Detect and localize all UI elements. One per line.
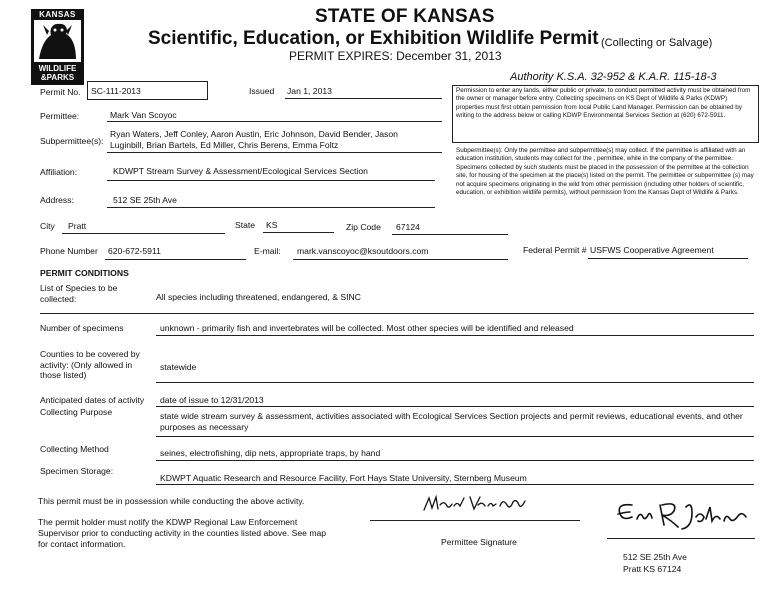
office-address-line2: Pratt KS 67124 <box>623 564 682 574</box>
federal-permit-value: USFWS Cooperative Agreement <box>590 245 714 255</box>
dates-value: date of issue to 12/31/2013 <box>160 395 264 405</box>
possession-notice: This permit must be in possession while conducting the above activity. <box>38 496 305 506</box>
storage-value: KDWPT Aquatic Research and Resource Facility, Fort Hays State University, Sternberg Museum <box>160 473 527 483</box>
method-label: Collecting Method <box>40 444 109 454</box>
number-value: unknown - primarily fish and invertebrates will be collected. Most other species will be identified and released <box>160 323 574 333</box>
dates-label: Anticipated dates of activity <box>40 395 145 405</box>
office-address-line1: 512 SE 25th Ave <box>623 552 687 562</box>
permittee-signature-label: Permittee Signature <box>441 537 517 547</box>
permittee-value: Mark Van Scoyoc <box>110 110 177 120</box>
state-label: State <box>235 220 256 230</box>
phone-label: Phone Number <box>40 246 98 256</box>
director-signature <box>612 497 752 535</box>
affiliation-label: Affiliation: <box>40 167 78 177</box>
authority-citation: Authority K.S.A. 32-952 & K.A.R. 115-18-3 <box>510 71 717 83</box>
email-value: mark.vanscoyoc@ksoutdoors.com <box>297 246 429 256</box>
purpose-value: state wide stream survey & assessment, activities associated with Ecological Services Section projects and permit reviews, educational events, and other purposes as necessary <box>160 411 743 432</box>
permit-title: Scientific, Education, or Exhibition Wildlife Permit <box>148 28 599 49</box>
subpermittees-value: Ryan Waters, Jeff Conley, Aaron Austin, Eric Johnson, David Bender, Jason Luginbill, Brian Bartels, Ed Miller, Chris Berens, Emma Foltz <box>110 129 398 150</box>
subpermittee-notice: Subpermittee(s): Only the permittee and subpermittee(s) may collect. If the permittee is affiliated with an education institution, students may collect for the , permittee, while in the company of the permittee. Specimens collected by such students must be placed in the possession of the permittee at the collection site, for housing of the specimen at the place(s) listed on the permit. The permittee or subpermittee (s) may not acquire specimens originating in the wild from other permission (including other holders of scientific, education, or exhibition wildlife permits), without permission from the Kansas Dept of Wildlife & Parks. <box>456 147 754 197</box>
phone-value: 620-672-5911 <box>108 246 161 256</box>
permit-no-value: SC-111-2013 <box>91 86 141 96</box>
permittee-label: Permittee: <box>40 111 80 121</box>
city-label: City <box>40 221 55 231</box>
city-value: Pratt <box>68 221 87 231</box>
counties-label: Counties to be covered by activity: (Only allowed in those listed) <box>40 349 140 380</box>
federal-permit-label: Federal Permit # <box>523 245 587 255</box>
number-label: Number of specimens <box>40 323 124 333</box>
species-value: All species including threatened, endangered, & SINC <box>156 292 361 302</box>
method-value: seines, electrofishing, dip nets, appropriate traps, by hand <box>160 448 381 458</box>
entry-notice: Permission to enter any lands, either public or private, to conduct permitted activity must be obtained from the owner or manager before entry. Collecting specimens on KS Dept of Wildlife & Parks (KDWP) properties must first obtain permission from local Public Land Manager. Permission can be obtained by writing to the address below or calling KDWP Environmental Services Section at (620) 672-5911. <box>456 87 751 120</box>
state-title: STATE OF KANSAS <box>315 6 495 27</box>
counties-value: statewide <box>160 362 197 372</box>
zip-value: 67124 <box>396 222 420 232</box>
storage-label: Specimen Storage: <box>40 466 114 476</box>
address-value: 512 SE 25th Ave <box>113 195 177 205</box>
issued-label: Issued <box>249 86 275 96</box>
address-label: Address: <box>40 195 74 205</box>
logo-bottom-line2: &PARKS <box>40 73 75 82</box>
issued-value: Jan 1, 2013 <box>287 86 332 96</box>
email-label: E-mail: <box>254 246 281 256</box>
permittee-signature <box>420 492 530 518</box>
affiliation-value: KDWPT Stream Survey & Assessment/Ecological Services Section <box>113 166 368 176</box>
species-label: List of Species to be collected: <box>40 283 118 304</box>
permit-expires: PERMIT EXPIRES: December 31, 2013 <box>289 49 502 63</box>
zip-label: Zip Code <box>346 222 381 232</box>
permit-no-label: Permit No. <box>40 87 81 97</box>
logo-top-text: KANSAS <box>39 10 76 19</box>
logo-bottom-line1: WILDLIFE <box>38 64 77 73</box>
permit-subtitle: (Collecting or Salvage) <box>601 37 713 49</box>
state-value: KS <box>266 220 278 230</box>
notify-notice: The permit holder must notify the KDWP Regional Law Enforcement Supervisor prior to conducting activity in the counties listed above. See map for contact information. <box>38 517 327 549</box>
subpermittees-label: Subpermittee(s): <box>40 136 104 146</box>
kdwp-logo <box>31 9 84 85</box>
purpose-label: Collecting Purpose <box>40 407 113 417</box>
permit-conditions-heading: PERMIT CONDITIONS <box>40 268 129 278</box>
